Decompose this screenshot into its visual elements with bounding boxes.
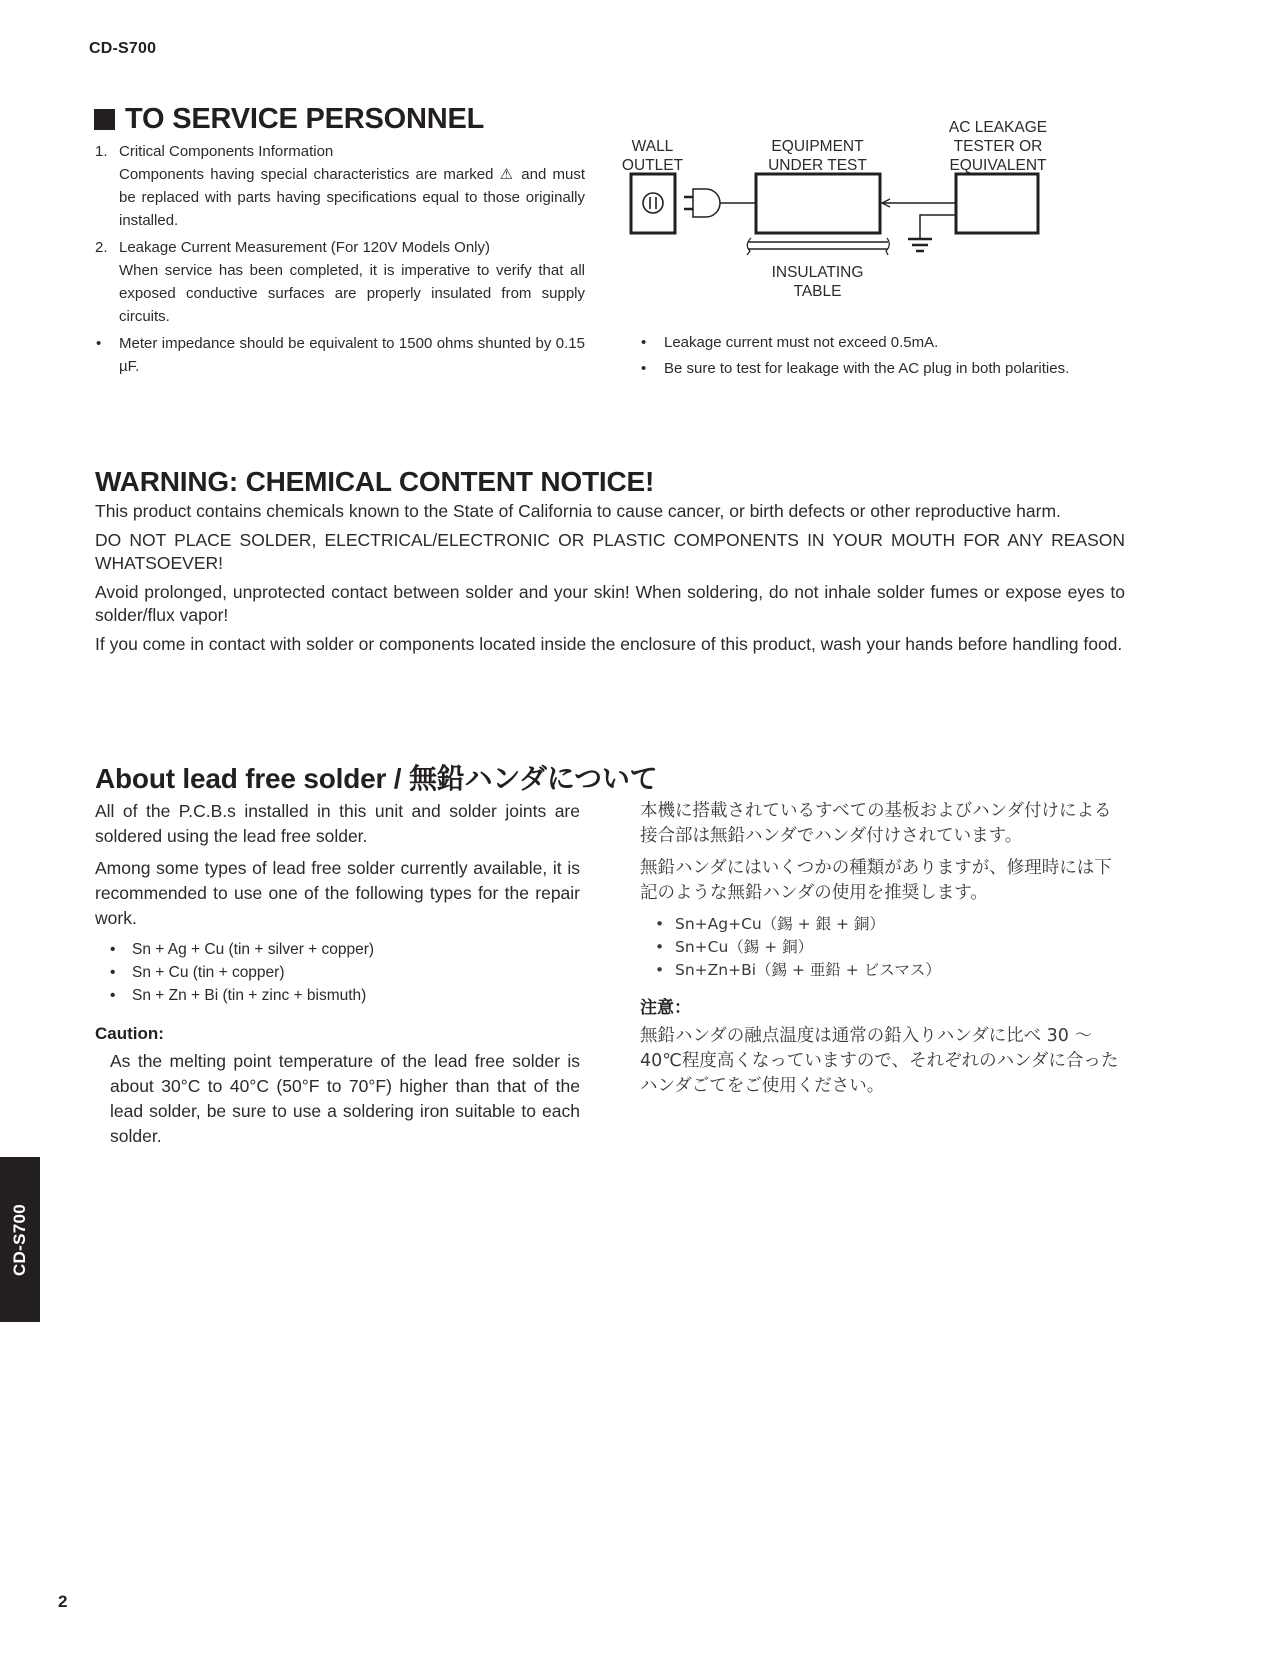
bullet-icon: • — [96, 335, 102, 352]
header-model-name: CD-S700 — [89, 40, 157, 57]
bullet-icon: • — [110, 941, 116, 958]
item-body: Components having special characteristics are marked ⚠ and must be replaced with parts having specifications equal to those originally installed. — [119, 166, 585, 229]
service-personnel-heading — [94, 102, 484, 136]
solder-types-list-jp — [655, 913, 1125, 982]
bullet-icon: • — [655, 961, 665, 979]
warning-paragraph: If you come in contact with solder or components located inside the enclosure of this product, wash your hands before handling food. — [95, 634, 1123, 654]
item-body: When service has been completed, it is imperative to verify that all exposed conductive surfaces are properly insulated from supply circuits. — [119, 262, 585, 325]
caution-title: Caution: — [95, 1024, 164, 1043]
solder-type-item: • Sn + Ag + Cu (tin + silver + copper) — [110, 938, 580, 961]
item-number: 1. — [95, 143, 108, 160]
lead-free-heading: About lead free solder / 無鉛ハンダについて — [95, 763, 658, 794]
lead-free-japanese — [640, 799, 1125, 1099]
wall-outlet-label: WALL OUTLET — [621, 138, 684, 174]
diagram-drawing — [620, 118, 1120, 318]
lead-free-english — [95, 799, 580, 1149]
solder-type-item-jp: • Sn+Zn+Bi（錫 + 亜鉛 + ビスマス） — [655, 959, 1125, 982]
solder-types-list — [110, 938, 580, 1007]
caution-body-jp: 無鉛ハンダの融点温度は通常の鉛入りハンダに比べ 30 〜 40℃程度高くなっていますので、それぞれのハンダに合ったハンダごてをご使用ください。 — [640, 1026, 1119, 1096]
warning-paragraph: DO NOT PLACE SOLDER, ELECTRICAL/ELECTRONIC OR PLASTIC COMPONENTS IN YOUR MOUTH FOR ANY REASON WHATSOEVER! — [95, 530, 1125, 573]
lead-free-paragraph: All of the P.C.B.s installed in this unit and solder joints are soldered using the lead free solder. — [95, 801, 580, 846]
lead-free-paragraph-jp: 本機に搭載されているすべての基板およびハンダ付けによる接合部は無鉛ハンダでハンダ付けされています。 — [640, 801, 1112, 846]
caution-body: As the melting point temperature of the lead free solder is about 30°C to 40°C (50°F to 70°F) higher than that of the lead solder, be sure to use a soldering iron suitable to each solder. — [110, 1051, 580, 1146]
bullet-icon: • — [110, 964, 116, 981]
leakage-notes-list — [640, 331, 1125, 383]
bullet-icon: • — [655, 915, 665, 933]
insulating-table-label: INSULATING TABLE — [771, 264, 864, 300]
warning-body — [95, 500, 1125, 662]
bullet-icon: • — [641, 334, 647, 351]
equipment-under-test-label: EQUIPMENT UNDER TEST — [768, 138, 867, 174]
side-index-tab — [0, 1157, 40, 1322]
meter-impedance-text: Meter impedance should be equivalent to 1500 ohms shunted by 0.15 µF. — [119, 335, 585, 375]
wall-outlet-icon — [631, 174, 675, 233]
warning-paragraph: Avoid prolonged, unprotected contact between solder and your skin! When soldering, do not inhale solder fumes or expose eyes to solder/flux vapor! — [95, 582, 1125, 625]
leakage-note-text: Be sure to test for leakage with the AC plug in both polarities. — [664, 360, 1070, 377]
solder-type-item: • Sn + Zn + Bi (tin + zinc + bismuth) — [110, 984, 580, 1007]
side-tab-label: CD-S700 — [10, 1203, 29, 1276]
service-items-list — [95, 140, 585, 378]
item-heading: Leakage Current Measurement (For 120V Models Only) — [119, 239, 491, 256]
solder-type-item-jp: • Sn+Cu（錫 + 銅） — [655, 936, 1125, 959]
service-item-leakage-current — [95, 236, 585, 328]
bullet-icon: • — [655, 938, 665, 956]
solder-type-item: • Sn + Cu (tin + copper) — [110, 961, 580, 984]
solder-type-item-jp: • Sn+Ag+Cu（錫 + 銀 + 銅） — [655, 913, 1125, 936]
warning-paragraph: This product contains chemicals known to the State of California to cause cancer, or birth defects or other reproductive harm. — [95, 501, 1061, 521]
tester-box — [956, 174, 1038, 233]
ac-leakage-tester-label: AC LEAKAGE TESTER OR EQUIVALENT — [948, 119, 1048, 174]
leakage-note-text: Leakage current must not exceed 0.5mA. — [664, 334, 939, 351]
service-item-critical-components — [95, 140, 585, 232]
square-bullet-icon — [94, 109, 115, 130]
lead-free-paragraph: Among some types of lead free solder currently available, it is recommended to use one of the following types for the repair work. — [95, 858, 580, 928]
page-number: 2 — [58, 1592, 68, 1611]
insulating-table-icon — [747, 238, 889, 255]
lead-free-paragraph-jp: 無鉛ハンダにはいくつかの種類がありますが、修理時には下記のような無鉛ハンダの使用を推奨します。 — [640, 858, 1112, 903]
ac-plug-icon — [684, 189, 755, 217]
caution-title-jp: 注意： — [640, 998, 691, 1018]
leakage-note — [640, 357, 1125, 380]
leakage-note — [640, 331, 1125, 354]
item-heading: Critical Components Information — [119, 143, 334, 160]
warning-heading: WARNING: CHEMICAL CONTENT NOTICE! — [95, 466, 655, 497]
meter-impedance-note — [95, 332, 585, 378]
ground-wire — [920, 215, 955, 238]
bullet-icon: • — [110, 987, 116, 1004]
service-personnel-title: TO SERVICE PERSONNEL — [125, 103, 485, 135]
item-number: 2. — [95, 239, 108, 256]
equipment-box — [756, 174, 880, 233]
bullet-icon: • — [641, 360, 647, 377]
ground-icon — [908, 239, 932, 251]
leakage-test-diagram — [620, 118, 1120, 318]
